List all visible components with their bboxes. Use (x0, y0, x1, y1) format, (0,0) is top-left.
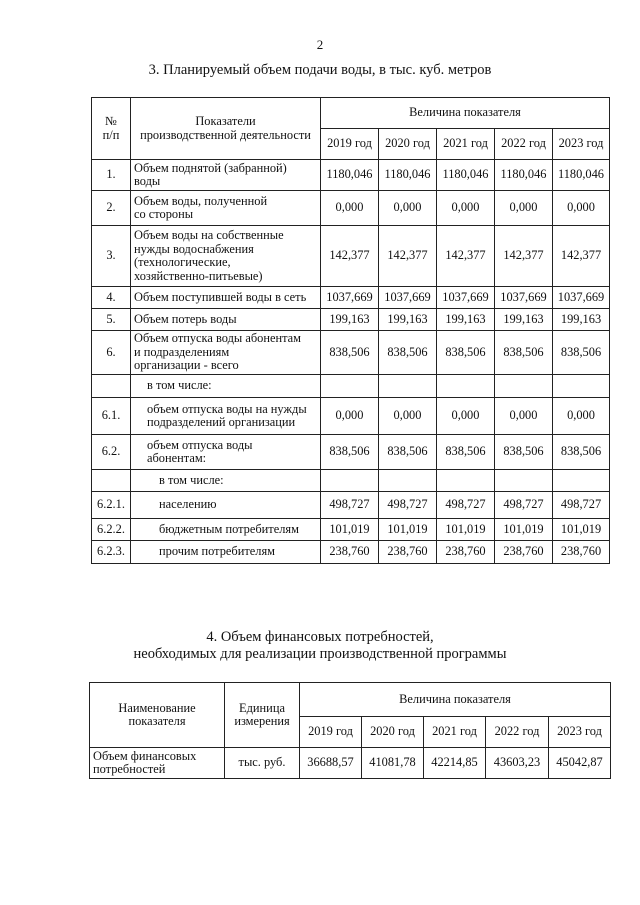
row-number: 6.2. (92, 435, 131, 470)
row-value: 199,163 (437, 309, 495, 331)
fin-row-label: Объем финансовых потребностей (90, 748, 225, 779)
table-row (92, 519, 610, 541)
row-value (321, 375, 379, 398)
row-value: 0,000 (321, 398, 379, 435)
row-value (437, 470, 495, 492)
row-value: 1180,046 (553, 160, 610, 191)
row-number: 6.1. (92, 398, 131, 435)
row-value: 0,000 (321, 191, 379, 226)
row-value (553, 375, 610, 398)
page-number: 2 (316, 37, 324, 52)
fin-header-year: 2019 год (300, 717, 362, 748)
row-value: 0,000 (553, 191, 610, 226)
water-supply-table (91, 97, 610, 564)
row-label: Объем отпуска воды абонентам и подразделениям организации - всего (131, 331, 321, 375)
row-number: 6. (92, 331, 131, 375)
row-value (553, 470, 610, 492)
table-row (92, 331, 610, 375)
row-number: 2. (92, 191, 131, 226)
row-value: 0,000 (379, 191, 437, 226)
row-value: 101,019 (495, 519, 553, 541)
fin-header-value-group: Величина показателя (300, 683, 611, 717)
row-value: 1037,669 (553, 287, 610, 309)
section-3-title: 3. Планируемый объем подачи воды, в тыс. куб. метров (148, 62, 492, 78)
row-value: 1180,046 (495, 160, 553, 191)
fin-row-value: 36688,57 (300, 748, 362, 779)
row-value: 838,506 (379, 435, 437, 470)
header-value-group: Величина показателя (321, 98, 610, 129)
row-value: 838,506 (321, 331, 379, 375)
table-row (92, 287, 610, 309)
row-value: 498,727 (379, 492, 437, 519)
row-value: 0,000 (553, 398, 610, 435)
row-number: 4. (92, 287, 131, 309)
row-value: 838,506 (553, 331, 610, 375)
fin-row-unit: тыс. руб. (225, 748, 300, 779)
table-header-row (92, 98, 610, 129)
row-value: 142,377 (495, 226, 553, 287)
table-row (92, 470, 610, 492)
row-value (495, 470, 553, 492)
row-value: 498,727 (495, 492, 553, 519)
row-value: 838,506 (379, 331, 437, 375)
row-value: 0,000 (437, 191, 495, 226)
table-row (92, 398, 610, 435)
table-row (92, 435, 610, 470)
row-label: в том числе: (131, 470, 321, 492)
table-row (92, 309, 610, 331)
fin-header-unit: Единица измерения (225, 683, 300, 748)
table-row (92, 375, 610, 398)
row-value: 199,163 (553, 309, 610, 331)
row-value: 838,506 (553, 435, 610, 470)
row-number: 6.2.2. (92, 519, 131, 541)
row-value: 1037,669 (379, 287, 437, 309)
header-num: № п/п (92, 98, 131, 160)
row-value (379, 470, 437, 492)
row-label: Объем поступившей воды в сеть (131, 287, 321, 309)
row-value: 1037,669 (437, 287, 495, 309)
table-row (92, 191, 610, 226)
row-value: 0,000 (495, 191, 553, 226)
header-year: 2019 год (321, 129, 379, 160)
row-value: 238,760 (437, 541, 495, 564)
row-label: в том числе: (131, 375, 321, 398)
fin-row-value: 43603,23 (486, 748, 549, 779)
row-value: 1180,046 (437, 160, 495, 191)
row-value: 142,377 (379, 226, 437, 287)
row-value: 238,760 (495, 541, 553, 564)
fin-header-year: 2023 год (549, 717, 611, 748)
row-value: 498,727 (553, 492, 610, 519)
row-value: 838,506 (437, 331, 495, 375)
row-value: 0,000 (495, 398, 553, 435)
fin-row-value: 42214,85 (424, 748, 486, 779)
row-value: 238,760 (321, 541, 379, 564)
row-value: 142,377 (437, 226, 495, 287)
row-value: 1180,046 (379, 160, 437, 191)
header-year: 2020 год (379, 129, 437, 160)
row-value: 0,000 (437, 398, 495, 435)
row-label: бюджетным потребителям (131, 519, 321, 541)
row-value (321, 470, 379, 492)
row-value: 498,727 (321, 492, 379, 519)
row-value: 142,377 (321, 226, 379, 287)
row-label: Объем потерь воды (131, 309, 321, 331)
table-row (92, 492, 610, 519)
section-4-title-line1: 4. Объем финансовых потребностей, (206, 629, 434, 645)
row-label: Объем поднятой (забранной) воды (131, 160, 321, 191)
row-number: 6.2.1. (92, 492, 131, 519)
row-value: 238,760 (553, 541, 610, 564)
header-indicator: Показатели производственной деятельности (131, 98, 321, 160)
row-label: Объем воды на собственные нужды водоснабжения (технологические, хозяйственно-питьевые) (131, 226, 321, 287)
financial-needs-table (89, 682, 611, 779)
fin-row-value: 41081,78 (362, 748, 424, 779)
fin-header-year: 2021 год (424, 717, 486, 748)
fin-row-value: 45042,87 (549, 748, 611, 779)
row-number (92, 470, 131, 492)
header-year: 2023 год (553, 129, 610, 160)
row-value: 1037,669 (321, 287, 379, 309)
row-value: 101,019 (321, 519, 379, 541)
row-value: 101,019 (379, 519, 437, 541)
row-value: 498,727 (437, 492, 495, 519)
row-value: 199,163 (379, 309, 437, 331)
row-value (495, 375, 553, 398)
row-number (92, 375, 131, 398)
fin-header-year: 2022 год (486, 717, 549, 748)
row-value: 1180,046 (321, 160, 379, 191)
table-row (92, 226, 610, 287)
row-value: 101,019 (437, 519, 495, 541)
section-4-title-line2: необходимых для реализации производственной программы (133, 646, 507, 662)
row-value: 838,506 (437, 435, 495, 470)
row-number: 1. (92, 160, 131, 191)
row-value (437, 375, 495, 398)
row-label: населению (131, 492, 321, 519)
fin-header-year: 2020 год (362, 717, 424, 748)
row-label: объем отпуска воды абонентам: (131, 435, 321, 470)
row-number: 3. (92, 226, 131, 287)
row-number: 6.2.3. (92, 541, 131, 564)
row-value: 1037,669 (495, 287, 553, 309)
row-label: прочим потребителям (131, 541, 321, 564)
row-value: 838,506 (495, 435, 553, 470)
fin-header-name: Наименование показателя (90, 683, 225, 748)
header-year: 2022 год (495, 129, 553, 160)
fin-header-row (90, 683, 611, 717)
row-number: 5. (92, 309, 131, 331)
row-value: 199,163 (495, 309, 553, 331)
row-value: 238,760 (379, 541, 437, 564)
row-value: 838,506 (321, 435, 379, 470)
table-row (92, 541, 610, 564)
row-label: объем отпуска воды на нужды подразделений организации (131, 398, 321, 435)
table-row (92, 160, 610, 191)
row-value: 0,000 (379, 398, 437, 435)
row-value (379, 375, 437, 398)
row-label: Объем воды, полученной со стороны (131, 191, 321, 226)
header-year: 2021 год (437, 129, 495, 160)
row-value: 199,163 (321, 309, 379, 331)
row-value: 838,506 (495, 331, 553, 375)
fin-data-row (90, 748, 611, 779)
row-value: 101,019 (553, 519, 610, 541)
section-4-title (0, 629, 640, 663)
row-value: 142,377 (553, 226, 610, 287)
